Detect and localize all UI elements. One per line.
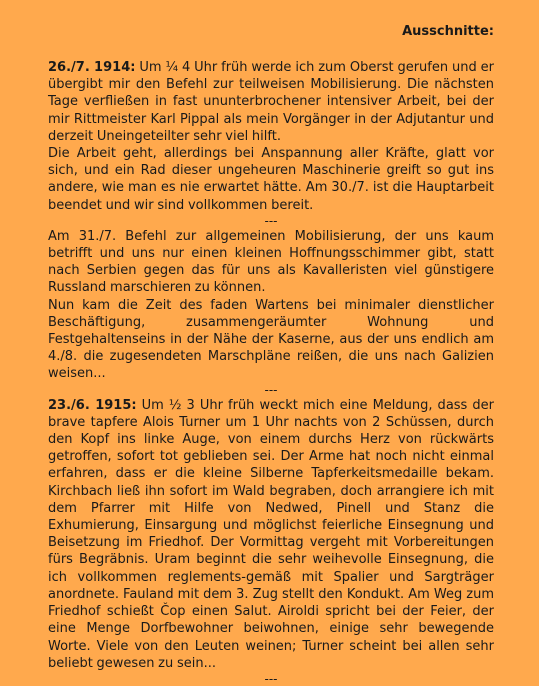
entry-2-paragraph-2: Nun kam die Zeit des faden Wartens bei minimaler dienstlicher Beschäftigung, zusammengeräumter Wohnung und Festgehaltenseins in der Nähe der Kaserne, aus der uns endlich am 4./8. die zugesendeten Marschpläne reißen, die uns nach Galizien weisen... [48, 297, 494, 382]
entry-1-date: 26./7. 1914: [48, 60, 136, 75]
document-page [48, 23, 494, 686]
separator: --- [264, 382, 278, 397]
entry-1-text-1: Um ¼ 4 Uhr früh werde ich zum Oberst gerufen und er übergibt mir den Befehl zur teilweisen Mobilisierung. Die nächsten Tage verfließen in fast ununterbrochener intensiver Arbeit, bei der mir Rittmeister Karl Pippal als mein Vorgänger in der Adjutantur und derzeit Uneingeteilter sehr viel hilft. [48, 60, 494, 144]
entry-1-paragraph-2: Die Arbeit geht, allerdings bei Anspannung aller Kräfte, glatt vor sich, und ein Rad dieser ungeheuren Maschinerie greift so gut ins andere, wie man es nie erwartet hätte. Am 30./7. ist die Hauptarbeit beendet und wir sind vollkommen bereit. [48, 146, 494, 213]
separator: --- [264, 671, 278, 686]
entry-3-date: 23./6. 1915: [48, 397, 137, 413]
entry-2-paragraph-1: Am 31./7. Befehl zur allgemeinen Mobilisierung, der uns kaum betrifft und uns nur einen kleinen Hoffnungsschimmer gibt, statt nach Serbien gegen das für uns als Kavalleristen viel günstigere Russland marschieren zu können. [48, 228, 494, 296]
entry-1-paragraph-1 [48, 59, 494, 145]
entry-3-text-1: Um ½ 3 Uhr früh weckt mich eine Meldung, dass der brave tapfere Alois Turner um 1 Uhr nachts von 2 Schüssen, durch den Kopf ins linke Auge, von einem durchs Herz von rückwärts getroffen, sofort tot geblieben sei. Der Arme hat noch nicht einmal erfahren, dass er die kleine Silberne Tapferkeitsmedaille bekam. Kirchbach ließ ihn sofort im Wald begraben, doch arrangiere ich mit dem Pfarrer mit Hilfe von Nedwed, Pinell und Stanz die Exhumierung, Einsargung und möglichst feierliche Einsegnung und Beisetzung im Friedhof. Der Vormittag vergeht mit Vorbereitungen fürs Begräbnis. Uram beginnt die sehr weihevolle Einsegnung, die ich vollkommen reglements-gemäß mit Spalier und Sargträger anordnete. Fauland mit dem 3. Zug stellt den Kondukt. Am Weg zum Friedhof schießt Čop einen Salut. Airoldi spricht bei der Feier, der eine Menge Dorfbewohner beiwohnen, einige sehr bewegende Worte. Viele von den Leuten weinen; Turner scheint bei allen sehr beliebt gewesen zu sein... [48, 397, 494, 671]
separator: --- [264, 213, 278, 228]
entry-3-paragraph-1 [48, 397, 494, 672]
page-heading: Ausschnitte: [402, 24, 494, 39]
